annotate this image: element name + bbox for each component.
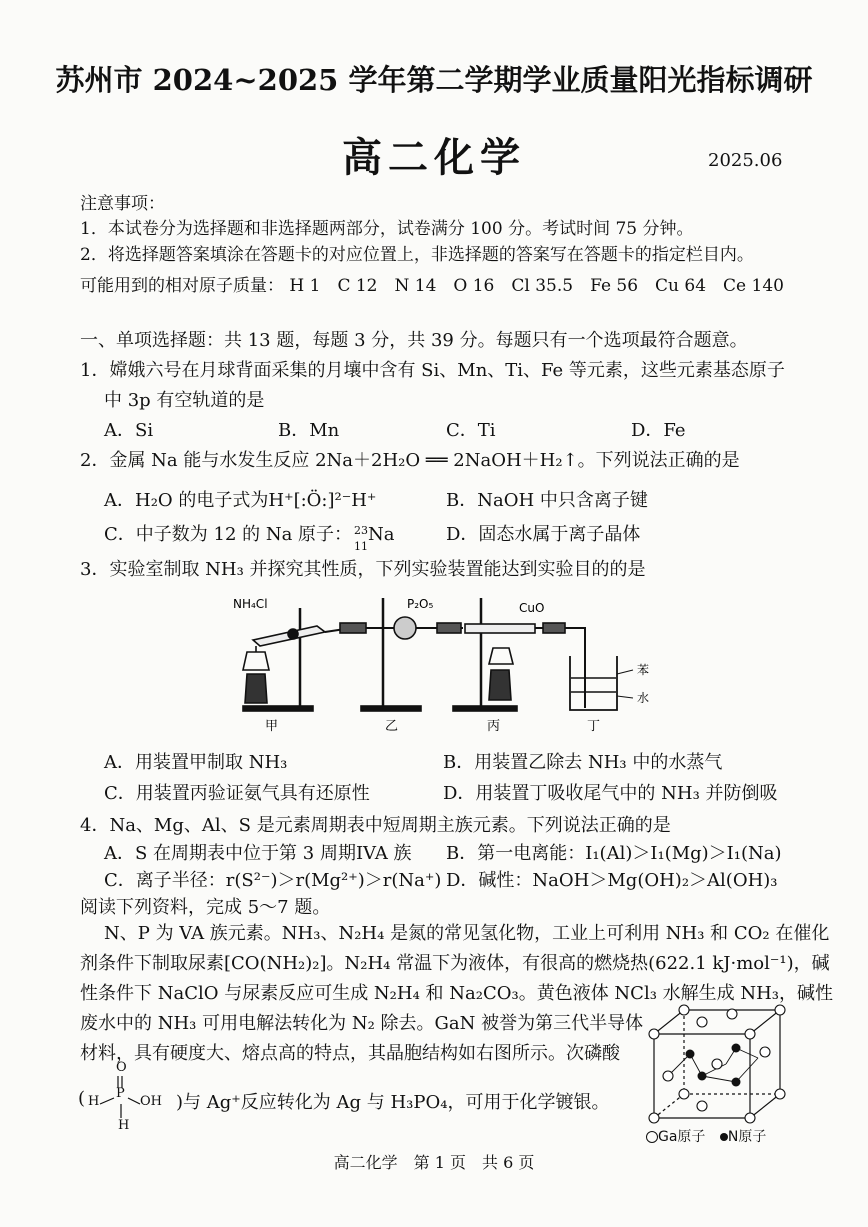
q3-option-a: A．用装置甲制取 NH₃ [104, 752, 288, 773]
q3-option-c: C．用装置丙验证氨气具有还原性 [104, 783, 370, 804]
section-1-heading: 一、单项选择题：共 13 题，每题 3 分，共 39 分。每题只有一个选项最符合题意。 [80, 330, 748, 351]
label-cuo: CuO [519, 601, 545, 615]
atom-h-bottom: H [118, 1118, 130, 1133]
notes-heading: 注意事项： [80, 194, 165, 214]
clamp-jia [288, 629, 298, 639]
nuclide-symbol: Na [368, 524, 395, 545]
q3-option-b: B．用装置乙除去 NH₃ 中的水蒸气 [443, 752, 723, 773]
q1-option-a: A．Si [104, 420, 154, 441]
benzene-pointer [617, 670, 633, 674]
notes-item-2: 2．将选择题答案填涂在答题卡的对应位置上，非选择题的答案写在答题卡的指定栏目内。 [80, 245, 754, 265]
label-ding: 丁 [587, 719, 601, 734]
q2-option-c [104, 522, 395, 553]
structure-bonds [78, 1060, 188, 1140]
drying-bulb-yi [394, 617, 416, 639]
label-yi: 乙 [385, 719, 399, 734]
n-atom-icon [720, 1133, 728, 1141]
reading-line-5: 材料，具有硬度大、熔点高的特点，其晶胞结构如右图所示。次磷酸 [80, 1043, 620, 1064]
reading-line-4: 废水中的 NH₃ 可用电解法转化为 N₂ 除去。GaN 被誉为第三代半导体 [80, 1013, 644, 1034]
q3-stem: 3．实验室制取 NH₃ 并探究其性质，下列实验装置能达到实验目的的是 [80, 559, 646, 580]
q4-option-a: A．S 在周期表中位于第 3 周期IVA 族 [104, 843, 412, 864]
lamp-jia [245, 674, 267, 703]
atom-p: P [116, 1086, 125, 1101]
q4-option-c: C．离子半径：r(S²⁻)＞r(Mg²⁺)＞r(Na⁺) [104, 870, 442, 891]
reading-line-1: N、P 为 VA 族元素。NH₃、N₂H₄ 是氮的常见氢化物，工业上可利用 NH₃ 和 CO₂ 在催化 [104, 923, 830, 944]
atom-h-left: H [88, 1094, 100, 1109]
stand-base-yi [361, 706, 421, 711]
q2-option-d: D．固态水属于离子晶体 [446, 524, 641, 545]
reading-intro: 阅读下列资料，完成 5～7 题。 [80, 897, 331, 918]
q1-option-c: C．Ti [446, 420, 496, 441]
lamp-bing [489, 670, 511, 700]
delivery-tube-5 [565, 628, 585, 708]
atomic-masses-values: H 1 C 12 N 14 O 16 Cl 35.5 Fe 56 Cu 64 Ce 140 [289, 276, 784, 296]
q1-stem-line2: 中 3p 有空轨道的是 [104, 390, 265, 411]
q1-stem-line1: 1．嫦娥六号在月球背面采集的月壤中含有 Si、Mn、Ti、Fe 等元素，这些元素基态原子 [80, 360, 785, 381]
atom-oh: OH [140, 1094, 162, 1109]
reading-line-2: 剂条件下制取尿素[CO(NH₂)₂]。N₂H₄ 常温下为液体，有很高的燃烧热(622.1 kJ·mol⁻¹)，碱 [80, 953, 830, 974]
atomic-masses [80, 274, 784, 298]
stand-base-jia [243, 706, 313, 711]
reaction-tube-bing [465, 624, 535, 633]
subject-title: 高二化学 [342, 134, 526, 181]
notes-item-1: 1．本试卷分为选择题和非选择题两部分，试卷满分 100 分。考试时间 75 分钟。 [80, 219, 694, 239]
water-pointer [617, 696, 633, 698]
rubber-joint-3 [543, 623, 565, 633]
tripod-bing [489, 648, 513, 664]
reading-line-3: 性条件下 NaClO 与尿素反应可生成 N₂H₄ 和 Na₂CO₃。黄色液体 NCl₃ 水解生成 NH₃，碱性 [80, 983, 834, 1004]
q1-option-b: B．Mn [278, 420, 340, 441]
open-paren: ( [78, 1088, 86, 1109]
exam-title: 苏州市 2024~2025 学年第二学期学业质量阳光指标调研 [55, 63, 813, 97]
gan-unit-cell-figure [640, 1004, 790, 1146]
rubber-joint-2 [437, 623, 461, 633]
label-benzene: 苯 [637, 663, 650, 677]
nuclide-indices [352, 522, 369, 553]
atom-o: O [116, 1060, 127, 1075]
tripod-jia [243, 652, 269, 670]
q2-option-a-label: A．H₂O 的电子式为 [104, 490, 269, 511]
q4-option-b: B．第一电离能：I₁(Al)＞I₁(Mg)＞I₁(Na) [446, 843, 782, 864]
page-footer: 高二化学 第 1 页 共 6 页 [333, 1153, 535, 1172]
q3-apparatus-figure [225, 588, 665, 738]
unit-cell-legend [646, 1126, 766, 1146]
q4-stem: 4．Na、Mg、Al、S 是元素周期表中短周期主族元素。下列说法正确的是 [80, 815, 671, 836]
stand-base-bing [453, 706, 517, 711]
hypophosphorous-acid-structure [78, 1060, 188, 1140]
q3-option-d: D．用装置丁吸收尾气中的 NH₃ 并防倒吸 [443, 783, 778, 804]
q1-option-d: D．Fe [631, 420, 686, 441]
q2-option-b: B．NaOH 中只含离子键 [446, 490, 648, 511]
label-p2o5: P₂O₅ [407, 597, 434, 611]
mass-number: 23 [354, 524, 369, 537]
atomic-number: 11 [354, 540, 369, 553]
q4-option-d: D．碱性：NaOH＞Mg(OH)₂＞Al(OH)₃ [446, 870, 778, 891]
ga-atom-icon [646, 1131, 658, 1143]
q2-option-a [104, 488, 376, 514]
reading-last-line: )与 Ag⁺反应转化为 Ag 与 H₃PO₄，可用于化学镀银。 [176, 1092, 610, 1113]
cell-top-face [654, 1010, 780, 1034]
q2-stem: 2．金属 Na 能与水发生反应 2Na＋2H₂O ══ 2NaOH＋H₂↑。下列说法正确的是 [80, 450, 740, 471]
label-nh4cl: NH₄Cl [233, 597, 268, 611]
exam-date: 2025.06 [708, 150, 783, 171]
atomic-masses-label: 可能用到的相对原子质量： [80, 276, 284, 296]
legend-ga-label: Ga原子 [658, 1129, 706, 1145]
rubber-joint-1 [340, 623, 366, 633]
label-bing: 丙 [487, 719, 501, 734]
q2-option-c-label: C．中子数为 12 的 Na 原子： [104, 524, 353, 545]
legend-n-label: N原子 [727, 1129, 767, 1145]
beaker-ding [570, 656, 617, 710]
label-water: 水 [637, 691, 650, 705]
h2o-electron-formula: H⁺[:Ö:]²⁻H⁺ [268, 490, 377, 511]
label-jia: 甲 [265, 719, 279, 734]
